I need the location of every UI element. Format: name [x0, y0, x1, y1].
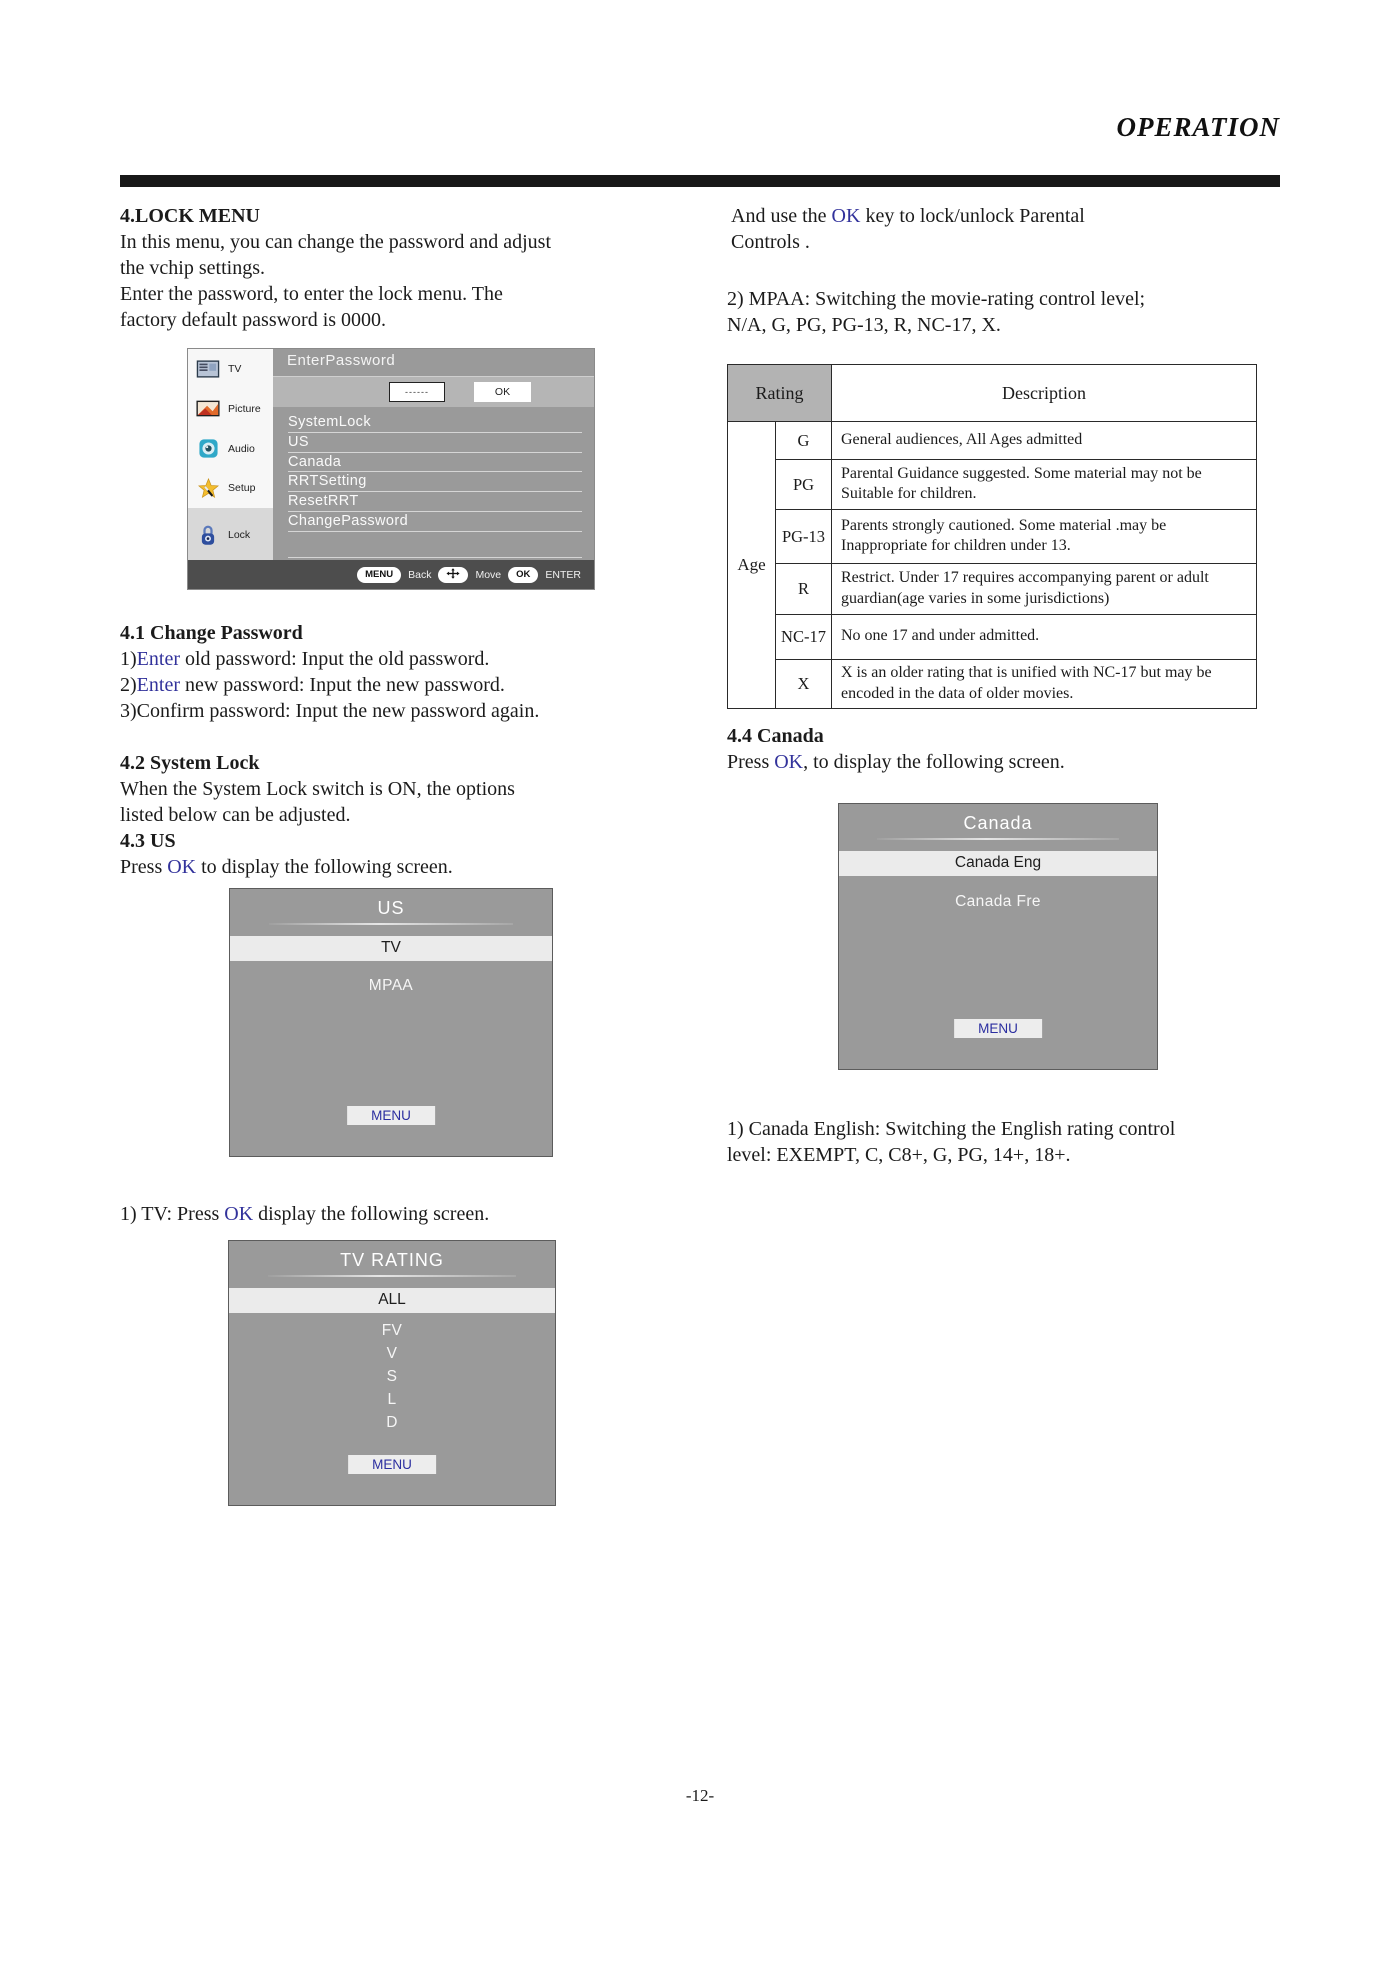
ok-keyword: OK [774, 751, 804, 773]
mpaa-rating-table [727, 364, 1257, 709]
osd-selected-item-all[interactable]: ALL [229, 1288, 555, 1313]
section-heading-system-lock: 4.2 System Lock [120, 752, 260, 774]
osd-item-v[interactable]: V [386, 1345, 398, 1362]
osd-title-divider [877, 838, 1119, 840]
osd-screen-title: US [377, 898, 405, 918]
intro-line: And use the OK key to lock/unlock Parental [731, 205, 1085, 227]
press-ok-line: Press OK, to display the following screen. [727, 751, 1065, 773]
paragraph-line: factory default password is 0000. [120, 309, 387, 331]
enter-hint-label: ENTER [545, 568, 581, 581]
osd-title-divider [268, 1275, 516, 1277]
osd-item-l[interactable]: L [387, 1391, 397, 1408]
osd-selected-item-tv[interactable]: TV [230, 936, 552, 961]
sidebar-item-audio[interactable] [188, 429, 273, 469]
sidebar-item-tv[interactable] [188, 349, 273, 389]
osd-item-mpaa[interactable]: MPAA [368, 977, 414, 994]
rating-desc-cell: Parents strongly cautioned. Some material .may be Inappropriate for children under 13. [832, 510, 1257, 564]
ok-button[interactable]: OK [474, 382, 531, 402]
osd-title-divider [269, 923, 514, 925]
numbered-line: 2)Enter new password: Input the new password. [120, 674, 505, 696]
section-heading-lock-menu: 4.LOCK MENU [120, 205, 260, 227]
age-label-cell: Age [728, 422, 776, 709]
osd-selected-item-canada-eng[interactable]: Canada Eng [839, 851, 1157, 876]
move-hint-label: Move [475, 568, 502, 581]
enter-keyword: Enter [136, 674, 180, 696]
move-key[interactable] [438, 567, 468, 583]
paragraph-line: listed below can be adjusted. [120, 804, 351, 826]
mpaa-line: 2) MPAA: Switching the movie-rating control level; [727, 288, 1146, 310]
press-ok-line: Press OK to display the following screen. [120, 856, 453, 878]
sidebar-item-label: Setup [228, 482, 256, 495]
mpaa-line: N/A, G, PG, PG-13, R, NC-17, X. [727, 314, 1001, 336]
page-title: OPERATION [1116, 112, 1280, 142]
menu-item-resetrrt[interactable]: ResetRRT [288, 492, 582, 512]
canada-screen [838, 803, 1158, 1070]
table-row [728, 564, 1257, 615]
sidebar-item-label: Audio [228, 442, 255, 455]
menu-item-us[interactable]: US [288, 433, 582, 453]
sidebar-item-label: Picture [228, 402, 261, 415]
back-hint-label: Back [408, 568, 432, 581]
menu-underline [288, 532, 582, 558]
osd-screen-title: Canada [963, 813, 1033, 833]
table-row [728, 460, 1257, 510]
rating-code-cell: G [776, 422, 832, 460]
section-heading-change-password: 4.1 Change Password [120, 622, 303, 644]
table-row [728, 615, 1257, 660]
header-divider-bar [120, 175, 1280, 187]
rating-code-cell: PG-13 [776, 510, 832, 564]
osd-screen-title: TV RATING [340, 1250, 444, 1270]
ok-key[interactable]: OK [508, 567, 538, 583]
paragraph-line: Enter the password, to enter the lock menu. The [120, 283, 503, 305]
sidebar-item-picture[interactable] [188, 389, 273, 429]
menu-item-systemlock[interactable]: SystemLock [288, 413, 582, 433]
menu-key[interactable]: MENU [357, 567, 401, 583]
sidebar-item-label: TV [228, 362, 242, 375]
canada-note-line: level: EXEMPT, C, C8+, G, PG, 14+, 18+. [727, 1144, 1071, 1166]
rating-desc-cell: Parental Guidance suggested. Some material may not be Suitable for children. [832, 460, 1257, 510]
intro-line: Controls . [731, 231, 810, 253]
menu-item-rrtsetting[interactable]: RRTSetting [288, 472, 582, 492]
ok-keyword: OK [224, 1203, 254, 1225]
rating-code-cell: PG [776, 460, 832, 510]
osd-menu-button[interactable]: MENU [348, 1455, 436, 1474]
move-cross-icon [446, 568, 460, 582]
menu-item-changepassword[interactable]: ChangePassword [288, 512, 582, 532]
section-heading-us: 4.3 US [120, 830, 176, 852]
rating-desc-cell: General audiences, All Ages admitted [832, 422, 1257, 460]
table-row [728, 660, 1257, 709]
left-column [120, 203, 695, 1506]
table-header-row [728, 365, 1257, 422]
osd-item-d[interactable]: D [386, 1414, 398, 1431]
rating-desc-cell: No one 17 and under admitted. [832, 615, 1257, 660]
sidebar-item-label: Lock [228, 529, 251, 542]
lock-icon [195, 525, 221, 546]
table-row [728, 510, 1257, 564]
osd-sidebar [188, 349, 273, 562]
setup-icon [195, 478, 221, 499]
osd-menu-button[interactable]: MENU [954, 1019, 1042, 1038]
us-screen [229, 888, 553, 1157]
osd-panel-title: EnterPassword [287, 352, 396, 369]
osd-item-fv[interactable]: FV [381, 1322, 403, 1339]
osd-item-canada-fre[interactable]: Canada Fre [955, 893, 1041, 910]
ok-keyword: OK [831, 205, 861, 227]
tv-icon [195, 360, 221, 378]
rating-code-cell: R [776, 564, 832, 615]
tv-osd-screenshot [187, 348, 595, 590]
paragraph-line: In this menu, you can change the password and adjust [120, 231, 552, 253]
sidebar-item-lock[interactable] [188, 508, 273, 562]
paragraph-line: the vchip settings. [120, 257, 265, 279]
rating-header-cell: Rating [728, 365, 832, 422]
audio-icon [195, 439, 221, 458]
osd-item-s[interactable]: S [386, 1368, 398, 1385]
page-number: -12- [685, 1786, 715, 1805]
table-row [728, 422, 1257, 460]
numbered-line: 3)Confirm password: Input the new password again. [120, 700, 540, 722]
osd-main-panel [273, 349, 594, 562]
osd-key-hint-bar [188, 560, 594, 589]
rating-code-cell: X [776, 660, 832, 709]
password-input[interactable]: ------ [389, 382, 445, 402]
canada-note-line: 1) Canada English: Switching the English rating control [727, 1118, 1176, 1140]
tv-note-line: 1) TV: Press OK display the following screen. [120, 1203, 490, 1225]
rating-desc-cell: X is an older rating that is unified with NC-17 but may be encoded in the data of older movies. [832, 660, 1257, 709]
description-header-cell: Description [832, 365, 1257, 422]
enter-keyword: Enter [136, 648, 180, 670]
osd-menu-list [273, 413, 594, 558]
right-column [727, 203, 1287, 1168]
section-heading-canada: 4.4 Canada [727, 725, 824, 747]
rating-desc-cell: Restrict. Under 17 requires accompanying parent or adult guardian(age varies in some jurisdictions) [832, 564, 1257, 615]
tv-rating-screen [228, 1240, 556, 1506]
rating-code-cell: NC-17 [776, 615, 832, 660]
password-entry-row [273, 376, 594, 407]
paragraph-line: When the System Lock switch is ON, the options [120, 778, 515, 800]
ok-keyword: OK [167, 856, 197, 878]
picture-icon [195, 400, 221, 417]
osd-menu-button[interactable]: MENU [347, 1106, 435, 1125]
menu-item-canada[interactable]: Canada [288, 453, 582, 473]
sidebar-item-setup[interactable] [188, 468, 273, 508]
numbered-line: 1)Enter old password: Input the old password. [120, 648, 490, 670]
